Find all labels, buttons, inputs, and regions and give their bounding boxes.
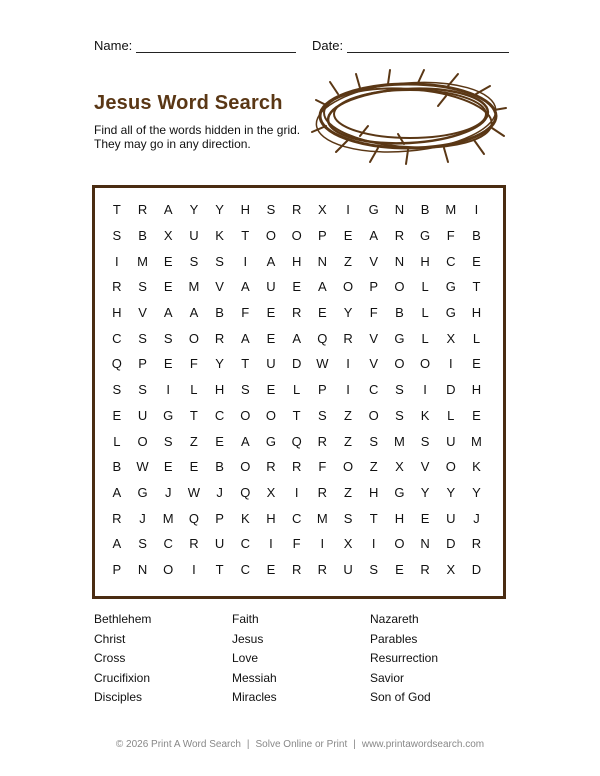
grid-cell[interactable]: M [188,279,200,295]
word-list-item: Miracles [232,690,277,704]
grid-cell[interactable]: A [266,253,276,269]
grid-cell[interactable]: Y [343,305,353,321]
grid-cell[interactable]: B [138,228,147,244]
grid-cell[interactable]: V [138,305,147,321]
grid-cell[interactable]: E [163,459,173,475]
grid-cell[interactable]: E [266,305,276,321]
grid-cell[interactable]: Y [215,202,224,218]
footer-separator: | [353,739,356,750]
grid-cell[interactable]: X [163,228,173,244]
grid-cell[interactable]: S [240,382,250,398]
grid-cell[interactable]: Q [240,484,251,500]
grid-cell[interactable]: Z [189,433,198,449]
grid-cell[interactable]: O [188,330,199,346]
grid-cell[interactable]: U [343,561,353,577]
grid-cell[interactable]: S [266,202,276,218]
grid-cell[interactable]: S [189,253,199,269]
grid-cell[interactable]: X [318,202,327,218]
grid-cell[interactable]: O [137,433,148,449]
grid-cell[interactable]: G [368,202,379,218]
grid-cell[interactable]: T [215,561,224,577]
grid-cell[interactable]: R [420,561,430,577]
grid-cell[interactable]: X [266,484,276,500]
grid-cell[interactable]: N [394,202,405,218]
grid-cell[interactable]: I [346,202,350,218]
grid-cell[interactable]: A [369,228,379,244]
grid-cell[interactable]: R [214,330,225,346]
grid-cell[interactable]: R [189,536,199,552]
word-list-item: Savior [370,670,405,685]
grid-cell[interactable]: H [471,305,482,321]
grid-cell[interactable]: H [394,510,405,526]
grid-cell[interactable]: O [240,407,251,423]
grid-cell[interactable]: Y [215,356,224,372]
grid-cell[interactable]: A [112,536,122,552]
grid-cell[interactable]: B [472,228,481,244]
grid-cell[interactable]: L [421,330,429,346]
grid-cell[interactable]: O [342,279,354,295]
grid-cell[interactable]: S [163,330,173,346]
grid-cell[interactable]: J [216,484,223,500]
grid-cell[interactable]: S [420,433,430,449]
grid-cell[interactable]: D [471,561,482,577]
grid-cell[interactable]: P [318,382,327,398]
word-list [94,612,514,710]
grid-cell[interactable]: T [292,407,301,423]
grid-cell[interactable]: E [343,228,353,244]
grid-cell[interactable]: C [112,330,122,346]
grid-cell[interactable]: R [291,202,302,218]
grid-cell[interactable]: E [395,561,404,577]
grid-cell[interactable]: Z [369,459,378,475]
grid-cell[interactable]: D [446,382,456,398]
footer [0,739,600,750]
grid-cell[interactable]: O [291,228,302,244]
grid-cell[interactable]: B [215,459,224,475]
grid-cell[interactable]: G [445,305,456,321]
grid-cell[interactable]: N [420,536,430,552]
grid-cell[interactable]: I [115,253,119,269]
grid-cell[interactable]: S [138,279,147,295]
grid-cell[interactable]: L [447,407,455,423]
grid-cell[interactable]: C [369,382,379,398]
grid-cell[interactable]: O [394,279,405,295]
grid-cell[interactable]: O [368,407,379,423]
grid-cell[interactable]: J [473,510,480,526]
grid-cell[interactable]: C [446,253,456,269]
grid-cell[interactable]: H [471,382,482,398]
grid-cell[interactable]: R [137,202,148,218]
grid-cell[interactable]: A [163,202,173,218]
word-list-item: Nazareth [370,612,419,626]
grid-cell[interactable]: E [266,382,276,398]
grid-cell[interactable]: K [472,459,481,475]
grid-cell[interactable]: U [214,536,225,552]
grid-cell[interactable]: I [474,202,479,218]
grid-cell[interactable]: P [112,561,122,577]
grid-cell[interactable]: H [420,253,430,269]
grid-cell[interactable]: A [112,484,122,500]
date-label: Date: [312,38,344,53]
grid-cell[interactable]: O [265,228,277,244]
grid-cell[interactable]: Z [344,484,352,500]
grid-cell[interactable]: Q [291,433,302,449]
grid-cell[interactable]: V [369,253,379,269]
grid-cell[interactable]: N [137,561,148,577]
grid-cell[interactable]: C [291,510,302,526]
name-field[interactable] [94,38,296,53]
instruction-line-2: They may go in any direction. [94,137,251,151]
grid-cell[interactable]: R [343,330,353,346]
grid-cell[interactable]: U [266,356,276,372]
grid-cell[interactable]: A [318,279,327,295]
grid-cell[interactable]: S [112,382,122,398]
grid-cell[interactable]: O [163,561,174,577]
grid-cell[interactable]: I [371,536,376,552]
grid-cell[interactable]: H [291,253,302,269]
grid-cell[interactable]: G [163,407,174,423]
grid-cell[interactable]: B [215,305,224,321]
grid-cell[interactable]: I [346,382,350,398]
grid-cell[interactable]: A [292,330,301,346]
grid-cell[interactable]: T [189,407,198,423]
word-list-item: Love [232,651,259,665]
grid-cell[interactable]: E [163,356,173,372]
grid-cell[interactable]: S [395,407,404,423]
grid-cell[interactable]: A [240,433,250,449]
grid-cell[interactable]: S [163,433,173,449]
grid-cell[interactable]: E [112,407,122,423]
grid-cell[interactable]: V [369,356,379,372]
word-list-item: Cross [94,651,126,665]
grid-cell[interactable]: G [394,330,405,346]
grid-cell[interactable]: X [343,536,353,552]
grid-cell[interactable]: Y [472,484,481,500]
grid-cell[interactable]: R [291,459,302,475]
grid-cell[interactable]: V [215,279,224,295]
grid-cell[interactable]: M [316,510,328,526]
grid-cell[interactable]: T [112,202,121,218]
grid-cell[interactable]: P [215,510,224,526]
letter-grid [104,197,489,582]
name-line[interactable] [136,40,296,53]
grid-cell[interactable]: E [215,433,224,449]
grid-cell[interactable]: J [139,510,146,526]
grid-cell[interactable]: S [369,561,379,577]
grid-cell[interactable]: E [420,510,430,526]
grid-cell[interactable]: T [472,279,481,295]
grid-cell[interactable]: F [318,459,327,475]
grid-cell[interactable]: T [241,228,250,244]
grid-cell[interactable]: D [291,356,302,372]
grid-cell[interactable]: F [369,305,378,321]
page-title: Jesus Word Search [94,92,283,114]
grid-cell[interactable]: M [137,253,148,269]
grid-cell[interactable]: L [421,279,429,295]
grid-cell[interactable]: R [112,510,122,526]
grid-cell[interactable]: O [394,536,405,552]
grid-cell[interactable]: U [137,407,148,423]
grid-cell[interactable]: Q [317,330,328,346]
grid-cell[interactable]: D [446,536,456,552]
grid-cell[interactable]: T [241,356,250,372]
grid-cell[interactable]: O [445,459,456,475]
grid-cell[interactable]: R [291,561,302,577]
grid-cell[interactable]: G [137,484,148,500]
word-list-item: Christ [94,631,126,646]
grid-cell[interactable]: I [320,536,325,552]
grid-cell[interactable]: U [446,433,456,449]
grid-cell[interactable]: X [395,459,404,475]
grid-cell[interactable]: G [265,433,277,449]
grid-cell[interactable]: S [112,228,122,244]
grid-cell[interactable]: N [394,253,405,269]
grid-cell[interactable]: C [240,561,250,577]
grid-cell[interactable]: Y [446,484,456,500]
word-list-item: Messiah [232,670,277,685]
grid-cell[interactable]: A [240,279,250,295]
grid-cell[interactable]: W [187,484,201,500]
grid-cell[interactable]: R [317,561,328,577]
word-list-item: Disciples [94,690,143,704]
grid-cell[interactable]: I [448,356,453,372]
grid-cell[interactable]: I [269,536,273,552]
grid-cell[interactable]: W [316,356,329,372]
grid-cell[interactable]: S [343,510,353,526]
grid-cell[interactable]: R [317,484,328,500]
grid-cell[interactable]: H [112,305,122,321]
grid-cell[interactable]: F [189,356,198,372]
grid-cell[interactable]: O [342,459,354,475]
word-list-item: Bethlehem [94,612,152,626]
grid-cell[interactable]: N [317,253,328,269]
grid-cell[interactable]: F [241,305,250,321]
word-list-item: Son of God [370,690,431,704]
footer-copyright: © 2026 Print A Word Search [115,739,241,750]
grid-cell[interactable]: R [291,305,302,321]
grid-cell[interactable]: M [471,433,482,449]
grid-cell[interactable]: S [369,433,379,449]
grid-cell[interactable]: R [394,228,405,244]
word-list-item: Jesus [232,631,264,646]
grid-cell[interactable]: H [240,202,250,218]
grid-cell[interactable]: V [369,330,379,346]
word-list-item: Crucifixion [94,670,151,685]
grid-cell[interactable]: E [292,279,301,295]
crown-of-thorns-illustration [308,66,508,166]
name-label: Name: [94,38,133,53]
grid-cell[interactable]: C [214,407,225,423]
grid-cell[interactable]: Y [189,202,199,218]
grid-cell[interactable]: Z [344,253,352,269]
instructions [94,123,314,151]
grid-cell[interactable]: X [446,330,456,346]
word-search-grid-box [92,185,506,599]
grid-cell[interactable]: K [240,510,250,526]
grid-cell[interactable]: C [240,536,250,552]
grid-cell[interactable]: S [215,253,224,269]
grid-cell[interactable]: L [472,330,481,346]
instruction-line-1: Find all of the words hidden in the grid. [94,123,301,137]
grid-cell[interactable]: K [215,228,224,244]
grid-cell[interactable]: I [346,356,350,372]
grid-cell[interactable]: F [292,536,301,552]
grid-cell[interactable]: E [266,561,276,577]
grid-cell[interactable]: A [163,305,173,321]
word-list-item: Faith [232,612,259,626]
grid-cell[interactable]: S [318,407,327,423]
grid-cell[interactable]: U [446,510,456,526]
grid-cell[interactable]: S [138,536,147,552]
grid-cell[interactable]: S [138,382,147,398]
grid-cell[interactable]: R [317,433,328,449]
grid-cell[interactable]: B [112,459,122,475]
grid-cell[interactable]: E [472,356,481,372]
word-list-item: Parables [370,631,418,646]
grid-cell[interactable]: E [163,253,173,269]
grid-cell[interactable]: R [112,279,122,295]
grid-cell[interactable]: P [369,279,379,295]
grid-cell[interactable]: K [420,407,430,423]
grid-cell[interactable]: G [445,279,456,295]
word-list-item: Resurrection [370,651,439,665]
grid-cell[interactable]: Z [344,407,352,423]
grid-cell[interactable]: H [214,382,225,398]
grid-cell[interactable]: E [163,279,173,295]
grid-cell[interactable]: I [423,382,427,398]
footer-separator: | [246,739,250,750]
date-field[interactable] [312,38,509,53]
grid-cell[interactable]: V [420,459,430,475]
date-line[interactable] [347,40,509,53]
grid-cell[interactable]: A [240,330,250,346]
grid-cell[interactable]: L [113,433,121,449]
grid-cell[interactable]: M [162,510,174,526]
grid-cell[interactable]: A [189,305,199,321]
grid-cell[interactable]: O [265,407,277,423]
grid-cell[interactable]: L [190,382,198,398]
grid-cell[interactable]: P [138,356,147,372]
grid-cell[interactable]: I [294,484,299,500]
grid-cell[interactable]: L [293,382,301,398]
grid-cell[interactable]: L [421,305,429,321]
grid-cell[interactable]: F [446,228,455,244]
grid-cell[interactable]: O [394,356,405,372]
grid-cell[interactable]: H [266,510,276,526]
grid-cell[interactable]: E [318,305,327,321]
grid-cell[interactable]: R [471,536,482,552]
grid-cell[interactable]: W [136,459,149,475]
grid-cell[interactable]: G [394,484,405,500]
grid-cell[interactable]: S [138,330,147,346]
grid-cell[interactable]: O [240,459,251,475]
grid-cell[interactable]: G [420,228,431,244]
grid-cell[interactable]: T [369,510,378,526]
grid-cell[interactable]: S [395,382,404,398]
grid-cell[interactable]: E [472,407,481,423]
grid-cell[interactable]: B [420,202,430,218]
grid-cell[interactable]: H [369,484,379,500]
grid-cell[interactable]: I [166,382,171,398]
grid-cell[interactable]: U [189,228,199,244]
grid-cell[interactable]: P [318,228,327,244]
grid-cell[interactable]: Y [420,484,430,500]
grid-cell[interactable]: U [266,279,276,295]
grid-cell[interactable]: I [192,561,196,577]
grid-cell[interactable]: E [472,253,481,269]
grid-cell[interactable]: R [266,459,276,475]
grid-cell[interactable]: X [446,561,456,577]
grid-cell[interactable]: E [266,330,276,346]
grid-cell[interactable]: B [395,305,404,321]
footer-site-link[interactable]: www.printawordsearch.com [361,739,485,750]
grid-cell[interactable]: Z [344,433,352,449]
grid-cell[interactable]: Q [188,510,199,526]
grid-cell[interactable]: J [164,484,172,500]
grid-cell[interactable]: M [393,433,405,449]
grid-cell[interactable]: O [420,356,431,372]
grid-cell[interactable]: M [445,202,457,218]
grid-cell[interactable]: Q [111,356,122,372]
grid-cell[interactable]: C [163,536,173,552]
grid-cell[interactable]: E [189,459,199,475]
grid-cell[interactable]: I [243,253,248,269]
footer-solve: Solve Online or Print [255,739,348,750]
